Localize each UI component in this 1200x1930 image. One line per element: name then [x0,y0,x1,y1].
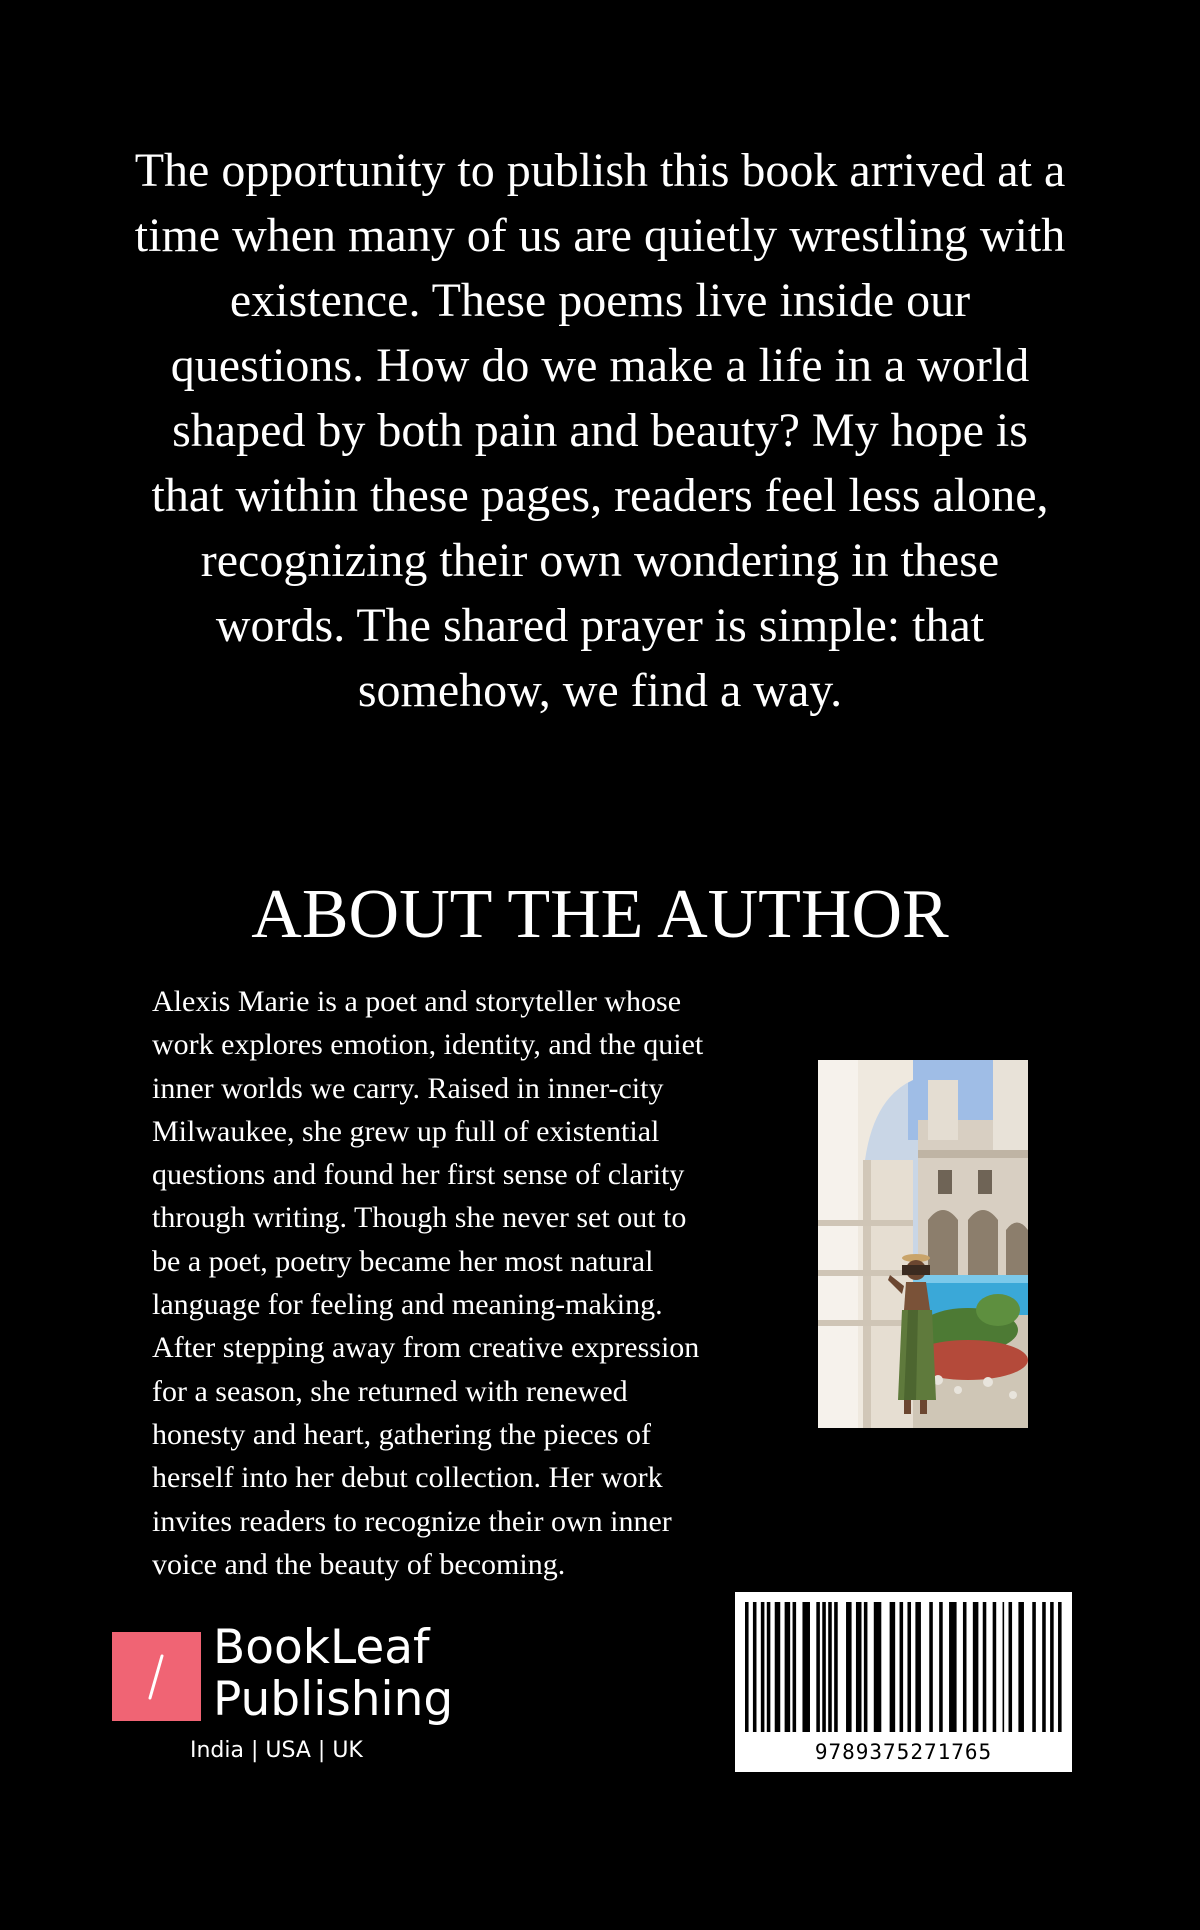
barcode-bar [907,1602,911,1732]
blurb-line: somehow, we find a way. [357,664,843,717]
barcode-bar [1009,1602,1013,1732]
bookleaf-logo-mark [112,1632,201,1721]
barcode-bar [846,1602,852,1732]
bio-line: work explores emotion, identity, and the quiet [152,1028,704,1062]
barcode-bar [929,1602,933,1732]
bio-line: language for feeling and meaning-making. [152,1288,663,1322]
author-bio [152,980,792,1586]
barcode-bar [973,1602,979,1732]
bio-line: voice and the beauty of becoming. [152,1547,566,1581]
barcode-bar [775,1602,781,1732]
about-author-heading: ABOUT THE AUTHOR [251,876,949,953]
bio-line: honesty and heart, gathering the pieces of [152,1417,651,1451]
bio-line: After stepping away from creative expression [152,1331,700,1365]
slash-icon [112,1632,201,1721]
isbn-barcode [735,1592,1072,1772]
barcode-bar [1042,1602,1046,1732]
barcode-bar [949,1602,957,1732]
blurb-line: questions. How do we make a life in a world [170,339,1030,392]
barcode-bar [939,1602,943,1732]
bio-line: invites readers to recognize their own inner [152,1504,672,1538]
barcode-bar [1032,1602,1036,1732]
blurb-line: time when many of us are quietly wrestling with [134,209,1066,262]
publisher-regions: India | USA | UK [190,1738,363,1763]
barcode-bar [983,1602,987,1732]
publisher-name-line2: Publishing [213,1672,454,1727]
bio-line: be a poet, poetry became her most natural [152,1244,654,1278]
barcode-bar [834,1602,838,1732]
barcode-bar [816,1602,820,1732]
barcode-bar [761,1602,765,1732]
barcode-bar [828,1602,832,1732]
barcode-bar [802,1602,810,1732]
bio-line: through writing. Though she never set out to [152,1201,687,1235]
barcode-bar [856,1602,862,1732]
barcode-bar [785,1602,791,1732]
barcode-bar [864,1602,868,1732]
publisher-name [213,1622,453,1726]
barcode-bars [745,1602,1062,1732]
publisher-name-line1: BookLeaf [213,1620,430,1675]
barcode-bar [1018,1602,1024,1732]
bio-line: for a season, she returned with renewed [152,1374,628,1408]
barcode-bar [753,1602,757,1732]
barcode-bar [1058,1602,1062,1732]
barcode-bar [767,1602,771,1732]
bio-line: Alexis Marie is a poet and storyteller whose [152,985,682,1018]
bio-line: Milwaukee, she grew up full of existential [152,1114,660,1148]
book-blurb [100,138,1100,723]
barcode-bar [1050,1602,1054,1732]
barcode-bar [874,1602,882,1732]
blurb-line: that within these pages, readers feel less alone, [151,469,1049,522]
barcode-bar [915,1602,921,1732]
blurb-line: recognizing their own wondering in these [200,534,1000,587]
blurb-line: shaped by both pain and beauty? My hope is [172,404,1028,457]
barcode-bar [900,1602,904,1732]
blurb-line: words. The shared prayer is simple: that [215,599,985,652]
barcode-bar [745,1602,749,1732]
barcode-bar [963,1602,967,1732]
barcode-bar [1003,1602,1005,1732]
bio-line: questions and found her first sense of clarity [152,1158,685,1192]
bio-line: inner worlds we carry. Raised in inner-city [152,1071,664,1105]
barcode-bar [993,1602,997,1732]
blurb-line: existence. These poems live inside our [229,274,971,327]
bio-line: herself into her debut collection. Her work [152,1461,663,1495]
barcode-bar [890,1602,896,1732]
blurb-line: The opportunity to publish this book arrived at a [134,144,1066,197]
isbn-number: 9789375271765 [814,1740,993,1764]
barcode-bar [793,1602,797,1732]
author-photo [818,1060,1028,1428]
barcode-bar [822,1602,826,1732]
